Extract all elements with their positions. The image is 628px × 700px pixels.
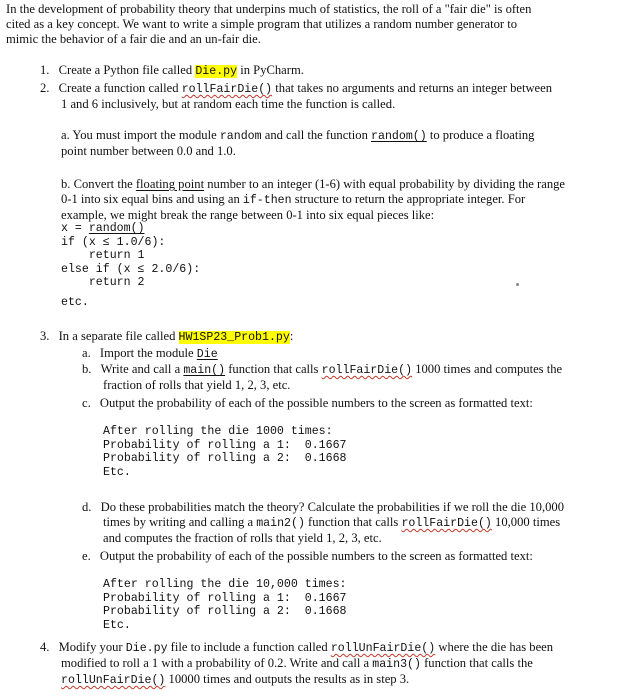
file-name-highlight: Die.py [195, 65, 238, 78]
item-text: structure to return the appropriate integer. For [291, 192, 526, 206]
function-name: rollUnFairDie() [61, 674, 166, 687]
function-name: rollFairDie() [321, 364, 413, 377]
output-line: Probability of rolling a 2: 0.1668 [103, 452, 347, 466]
code-etc: etc. [61, 295, 89, 309]
list-item-1 [40, 63, 304, 79]
code-line: if (x ≤ 1.0/6): [61, 235, 166, 249]
code-line: return 1 [61, 249, 145, 263]
item-text: that takes no arguments and returns an integer between [272, 81, 553, 95]
file-name: Die.py [125, 642, 168, 655]
item-text: function that calls [225, 362, 322, 376]
item-text: function that calls [304, 515, 402, 529]
intro-line-2: cited as a key concept. We want to write a simple program that utilizes a random number generator to [6, 17, 518, 31]
item-text: to produce a floating [426, 128, 535, 142]
item-text: Write and call a [100, 362, 184, 376]
list-item-2 [40, 81, 625, 112]
output-block-2 [103, 578, 347, 632]
function-name: main2() [256, 517, 305, 530]
output-line: Probability of rolling a 1: 0.1667 [103, 591, 347, 605]
function-name: random() [371, 130, 427, 143]
code-line: return 2 [61, 276, 145, 290]
intro-paragraph [6, 2, 622, 47]
sub-label: e. [82, 549, 91, 563]
item-text: and computes the fraction of rolls that yield 1, 2, 3, etc. [103, 531, 382, 545]
code-function: random() [88, 222, 145, 235]
sub-label: d. [82, 500, 92, 514]
item-text: where the die has been [435, 640, 554, 654]
item-text: Create a Python file called [58, 63, 196, 77]
item-text: Create a function called [58, 81, 182, 95]
sub-label: c. [82, 396, 91, 410]
item-text: : [289, 329, 294, 343]
sub-label: b. [82, 362, 92, 376]
item-text: in PyCharm. [237, 63, 304, 77]
item-text: modified to roll a 1 with a probability of 0.2. Write and call a [61, 656, 373, 670]
code-line: x = [61, 222, 89, 235]
floating-point-link: floating point [135, 177, 205, 191]
item-text: Import the module [99, 346, 197, 360]
item-text: Output the probability of each of the possible numbers to the screen as formatted text: [99, 396, 533, 410]
item-text: Output the probability of each of the possible numbers to the screen as formatted text: [99, 549, 533, 563]
sub-item-3e [82, 549, 622, 564]
item-number: 4. [40, 640, 50, 654]
item-text: file to include a function called [167, 640, 331, 654]
item-text: Do these probabilities match the theory? Calculate the probabilities if we roll the die 10,000 [100, 500, 564, 514]
output-line: After rolling the die 10,000 times: [103, 578, 347, 591]
function-name: rollFairDie() [181, 83, 273, 96]
output-block-1 [103, 425, 347, 479]
output-line: Probability of rolling a 1: 0.1667 [103, 438, 347, 452]
item-text: 0-1 into six equal bins and using an [61, 192, 243, 206]
item-text: fraction of rolls that yield 1, 2, 3, etc. [103, 378, 291, 392]
function-name: main3() [372, 658, 421, 671]
item-number: 2. [40, 81, 50, 95]
item-text: b. Convert the [61, 177, 136, 191]
sub-item-3c [82, 396, 622, 411]
item-text: function that calls the [420, 656, 533, 670]
module-name: Die [196, 348, 218, 361]
function-name: rollUnFairDie() [330, 642, 436, 655]
file-name-highlight: HW1SP23_Prob1.py [178, 331, 290, 344]
module-name: random [219, 130, 262, 143]
item-text: times by writing and calling a [103, 515, 257, 529]
sub-item-2b [61, 177, 623, 223]
item-text: and call the function [261, 128, 372, 142]
sub-label: a. [82, 346, 91, 360]
output-line: Etc. [103, 618, 131, 632]
list-item-4 [40, 640, 625, 688]
intro-line-1: In the development of probability theory that underpins much of statistics, the roll of a "fair die" is often [6, 2, 532, 16]
code-block [61, 222, 200, 310]
item-text: 1000 times and computes the [412, 362, 563, 376]
code-line: else if (x ≤ 2.0/6): [61, 262, 201, 276]
stray-mark [516, 283, 519, 286]
sub-item-3b [82, 362, 622, 393]
output-line: Etc. [103, 465, 131, 479]
sub-item-3a [82, 346, 218, 362]
item-number: 3. [40, 329, 50, 343]
function-name: main() [183, 364, 226, 377]
item-text: In a separate file called [58, 329, 179, 343]
sub-item-2a [61, 128, 623, 159]
item-text: a. You must import the module [61, 128, 220, 142]
list-item-3 [40, 329, 625, 345]
item-text: Modify your [58, 640, 126, 654]
item-text: example, we might break the range between 0-1 into six equal pieces like: [61, 208, 435, 222]
code-keyword: if-then [242, 194, 292, 207]
output-line: Probability of rolling a 2: 0.1668 [103, 605, 347, 619]
output-line: After rolling the die 1000 times: [103, 425, 333, 438]
item-text: number to an integer (1-6) with equal probability by dividing the range [204, 177, 566, 191]
function-name: rollFairDie() [401, 517, 492, 530]
item-number: 1. [40, 63, 50, 77]
intro-line-3: mimic the behavior of a fair die and an un-fair die. [6, 32, 261, 46]
sub-item-3d [82, 500, 622, 546]
item-text: 10,000 times [491, 515, 561, 529]
item-text: point number between 0.0 and 1.0. [61, 144, 236, 158]
item-text: 1 and 6 inclusively, but at random each time the function is called. [61, 97, 396, 111]
item-text: 10000 times and outputs the results as in step 3. [165, 672, 410, 686]
